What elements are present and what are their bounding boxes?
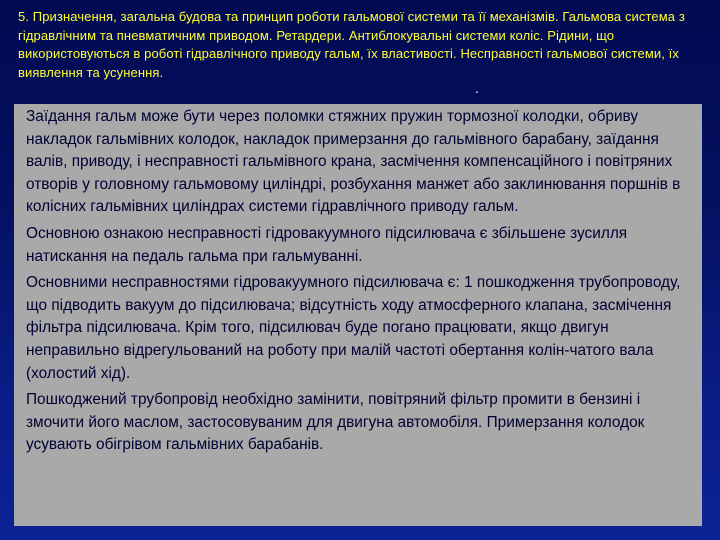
paragraph-brake-jamming: Заїдання гальм може бути через поломки стяжних пружин тормозної колодки, обриву накладок гальмівних колодок, накладок примерзання до гальмівного барабану, заїдання валів, приводу, і несправності гальмівного крана, засмічення компенсаційного і повітряних отворів у головному гальмовому циліндрі, розбухання манжет або заклинювання поршнів в колісних гальмівних циліндрах системи гідравлічного приводу гальм. (26, 108, 681, 216)
paragraph-repair: Пошкоджений трубопровід необхідно замінити, повітряний фільтр промити в бензині і змочити його маслом, застосовуваним для двигуна автомобіля. Примерзання колодок усувають обігрівом гальмівних барабанів. (26, 391, 645, 454)
title-text: Призначення, загальна будова та принцип роботи гальмової системи та її механізмів. Гальмова система з гідравлічним та пневматичним приводом. Ретардери. Антиблокувальні системи коліс. Рідини, що використовуються в роботі гідравлічного приводу гальм, їх властивості. Несправності гальмової системи, їх виявлення та усунення. (18, 9, 685, 80)
bullet-dot: . (475, 80, 479, 96)
content-box (14, 104, 702, 526)
slide-title (18, 8, 698, 82)
title-number: 5. (18, 9, 30, 24)
paragraph-vacuum-booster-sign: Основною ознакою несправності гідровакуумного підсилювача є збільшене зусилля натискання на педаль гальма при гальмуванні. (26, 224, 628, 265)
paragraph-vacuum-booster-faults: Основними несправностями гідровакуумного підсилювача є: 1 пошкодження трубопроводу, що підводить вакуум до підсилювача; відсутність ходу атмосферного клапана, засмічення фільтра підсилювача. Крім того, підсилювач буде погано працювати, якщо двигун неправильно відрегульований на роботу при малій частоті обертання колін-чатого вала (холостий хід). (26, 274, 681, 382)
